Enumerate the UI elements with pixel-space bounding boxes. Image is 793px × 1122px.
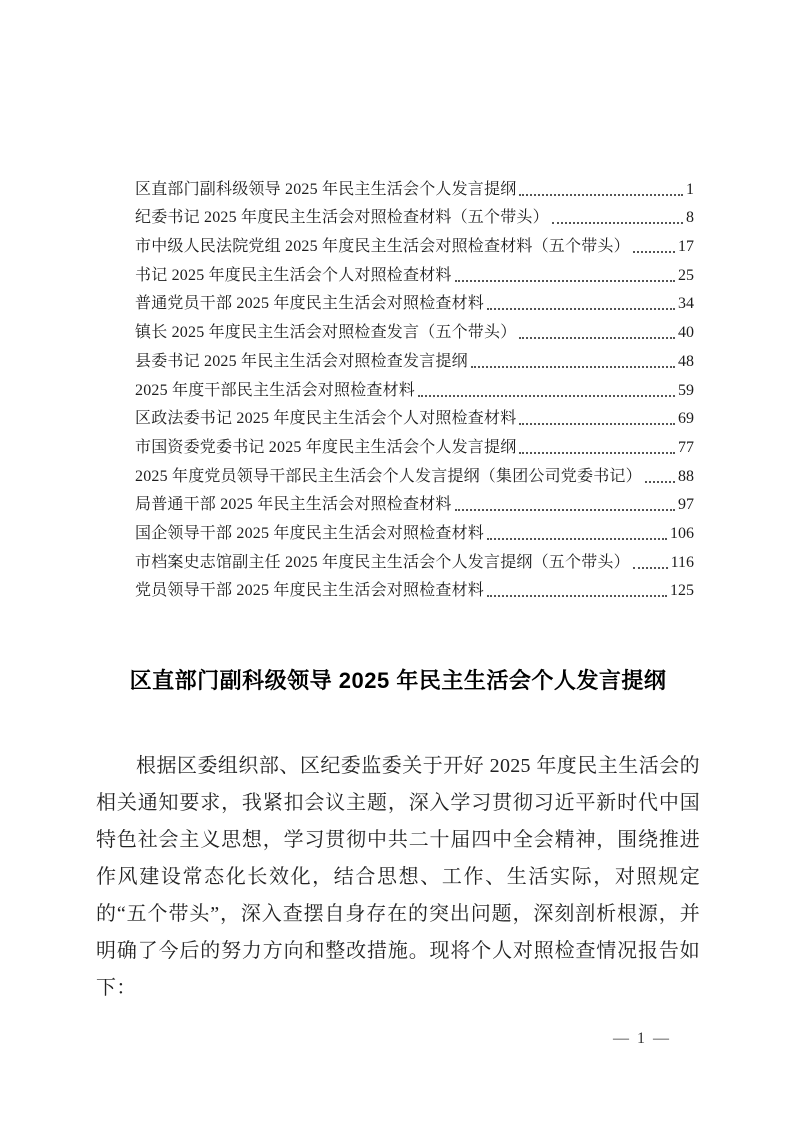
toc-leader-dots — [645, 481, 675, 483]
toc-entry-title: 市档案史志馆副主任 2025 年度民主生活会个人发言提纲（五个带头） — [135, 553, 630, 571]
toc-entry-page: 116 — [670, 553, 694, 571]
toc-entry-title: 镇长 2025 年度民主生活会对照检查发言（五个带头） — [135, 324, 517, 342]
toc-leader-dots — [633, 567, 668, 569]
toc-entry-page: 69 — [678, 410, 694, 428]
toc-leader-dots — [633, 251, 675, 253]
toc-entry[interactable] — [135, 201, 694, 230]
toc-entry-page: 40 — [678, 324, 694, 342]
toc-entry-title: 局普通干部 2025 年民主生活会对照检查材料 — [135, 496, 452, 514]
toc-entry-title: 市中级人民法院党组 2025 年度民主生活会对照检查材料（五个带头） — [135, 238, 630, 256]
toc-entry-page: 8 — [686, 209, 694, 227]
toc-entry-page: 125 — [670, 582, 694, 600]
toc-entry[interactable] — [135, 287, 694, 316]
toc-entry[interactable] — [135, 258, 694, 287]
toc-entry[interactable] — [135, 373, 694, 402]
toc-entry-title: 书记 2025 年度民主生活会个人对照检查材料 — [135, 266, 452, 284]
toc-entry-title: 2025 年度干部民主生活会对照检查材料 — [135, 381, 416, 399]
toc-entry-page: 34 — [678, 295, 694, 313]
toc-entry-page: 48 — [678, 352, 694, 370]
toc-entry[interactable] — [135, 402, 694, 431]
toc-entry[interactable] — [135, 488, 694, 517]
toc-entry-title: 党员领导干部 2025 年度民主生活会对照检查材料 — [135, 582, 485, 600]
toc-entry[interactable] — [135, 574, 694, 603]
toc-entry[interactable] — [135, 229, 694, 258]
article-body — [96, 748, 700, 1007]
toc-entry-title: 市国资委党委书记 2025 年度民主生活会个人发言提纲 — [135, 438, 517, 456]
toc-entry-title: 2025 年度党员领导干部民主生活会个人发言提纲（集团公司党委书记） — [135, 467, 642, 485]
toc-entry-page: 59 — [678, 381, 694, 399]
toc-entry[interactable] — [135, 430, 694, 459]
toc-entry-title: 普通党员干部 2025 年度民主生活会对照检查材料 — [135, 295, 485, 313]
toc-leader-dots — [455, 509, 675, 511]
toc-entry[interactable] — [135, 545, 694, 574]
toc-entry-page: 97 — [678, 496, 694, 514]
toc-leader-dots — [455, 280, 675, 282]
toc-entry-title: 县委书记 2025 年民主生活会对照检查发言提纲 — [135, 352, 468, 370]
toc-leader-dots — [519, 423, 675, 425]
toc-entry-page: 88 — [678, 467, 694, 485]
toc-leader-dots — [487, 308, 675, 310]
article-title: 区直部门副科级领导 2025 年民主生活会个人发言提纲 — [129, 668, 667, 694]
toc-entry-page: 77 — [678, 438, 694, 456]
toc-entry-page: 1 — [686, 180, 694, 198]
toc-entry-page: 106 — [670, 524, 694, 542]
toc-leader-dots — [519, 337, 675, 339]
toc-entry[interactable] — [135, 516, 694, 545]
toc-entry-title: 国企领导干部 2025 年度民主生活会对照检查材料 — [135, 524, 485, 542]
toc-entry-title: 区直部门副科级领导 2025 年民主生活会个人发言提纲 — [135, 180, 517, 198]
toc-entry[interactable] — [135, 344, 694, 373]
table-of-contents — [135, 172, 694, 602]
toc-entry-title: 纪委书记 2025 年度民主生活会对照检查材料（五个带头） — [135, 209, 549, 227]
toc-leader-dots — [418, 395, 675, 397]
toc-entry-page: 17 — [678, 238, 694, 256]
article-paragraph: 根据区委组织部、区纪委监委关于开好 2025 年度民主生活会的相关通知要求，我紧扣会议主题，深入学习贯彻习近平新时代中国特色社会主义思想，学习贯彻中共二十届四中全会精神，围绕推进作风建设常态化长效化，结合思想、工作、生活实际，对照规定的“五个带头”，深入查摆自身存在的突出问题，深刻剖析根源，并明确了今后的努力方向和整改措施。现将个人对照检查情况报告如下： — [96, 755, 700, 1000]
toc-leader-dots — [519, 194, 683, 196]
toc-leader-dots — [487, 538, 667, 540]
toc-leader-dots — [552, 222, 683, 224]
page-number-footer: — 1 — — [613, 1030, 671, 1047]
toc-entry-title: 区政法委书记 2025 年度民主生活会个人对照检查材料 — [135, 410, 517, 428]
toc-entry[interactable] — [135, 172, 694, 201]
toc-leader-dots — [519, 452, 675, 454]
toc-entry[interactable] — [135, 315, 694, 344]
toc-entry[interactable] — [135, 459, 694, 488]
toc-leader-dots — [471, 366, 675, 368]
toc-leader-dots — [487, 595, 667, 597]
toc-entry-page: 25 — [678, 266, 694, 284]
